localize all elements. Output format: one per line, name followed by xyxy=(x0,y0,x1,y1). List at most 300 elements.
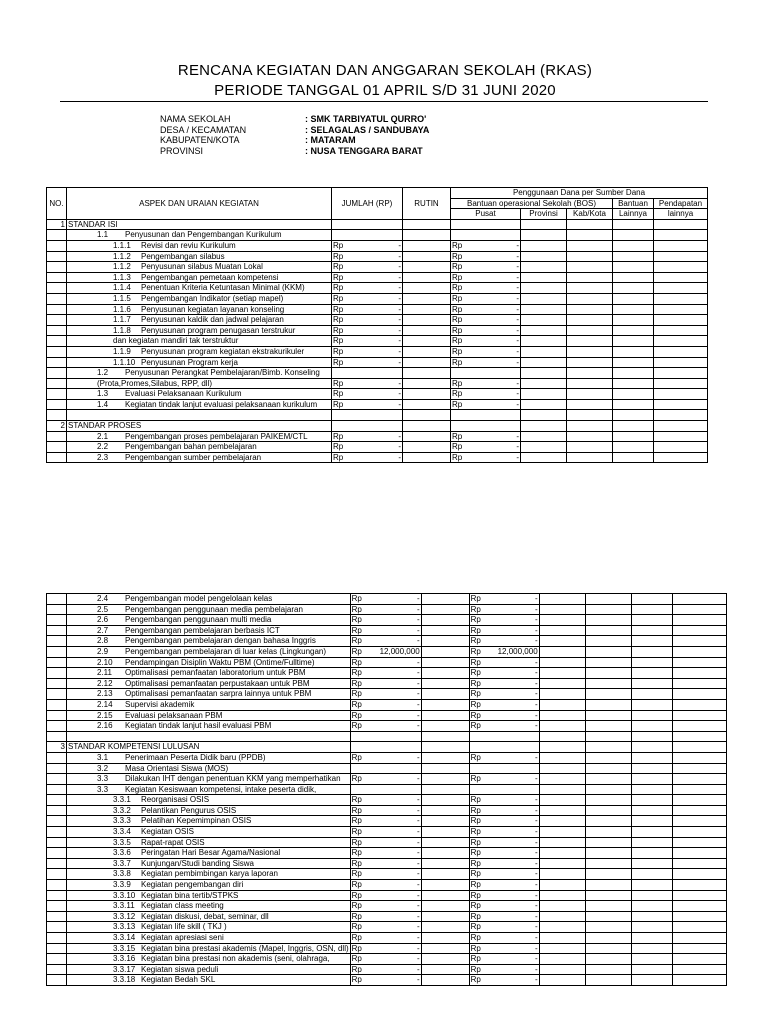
pendapatan-cell xyxy=(672,795,726,806)
bantuan-cell xyxy=(613,251,654,262)
currency-label: Rp xyxy=(470,805,481,815)
bantuan-cell xyxy=(613,442,654,453)
amount-value: 12,000,000 xyxy=(379,646,420,656)
rutin-cell xyxy=(421,805,469,816)
pusat-cell xyxy=(451,368,521,379)
rutin-cell xyxy=(421,657,469,668)
kabkota-cell xyxy=(585,901,631,912)
amount-dash: - xyxy=(534,964,538,974)
currency-label: Rp xyxy=(470,975,481,985)
table-row xyxy=(47,325,708,336)
row-label: Kegiatan life skill ( TKJ ) xyxy=(141,922,227,932)
kabkota-cell xyxy=(585,911,631,922)
table-row xyxy=(47,689,727,700)
row-label: Pengembangan penggunaan multi media xyxy=(125,615,272,625)
amount-cell xyxy=(332,389,403,400)
header-cell: ASPEK DAN URAIAN KEGIATAN xyxy=(67,188,332,220)
row-code: 1.1.9 xyxy=(113,346,131,356)
row-label: Peringatan Hari Besar Agama/Nasional xyxy=(141,848,281,858)
pendapatan-cell xyxy=(654,283,708,294)
amount-cell xyxy=(469,604,539,615)
bantuan-cell xyxy=(631,594,672,605)
currency-label: Rp xyxy=(351,827,362,837)
pendapatan-cell xyxy=(672,615,726,626)
row-label: Kegiatan bina prestasi akademis (Mapel, Inggris, OSN, dll) xyxy=(141,943,349,953)
pendapatan-cell xyxy=(672,742,726,753)
provinsi-cell xyxy=(539,922,585,933)
bantuan-cell xyxy=(631,668,672,679)
table-row xyxy=(47,410,708,421)
row-number xyxy=(47,721,67,732)
amount-dash: - xyxy=(416,911,420,921)
currency-label: Rp xyxy=(470,752,481,762)
amount-cell xyxy=(350,901,421,912)
rutin-cell xyxy=(421,774,469,785)
kabkota-cell xyxy=(585,636,631,647)
row-label: Penerimaan Peserta Didik baru (PPDB) xyxy=(125,752,266,762)
table-row xyxy=(47,219,708,230)
row-description xyxy=(67,604,351,615)
kabkota-cell xyxy=(585,731,631,742)
rutin-cell xyxy=(421,689,469,700)
row-label: Pelantikan Pengurus OSIS xyxy=(141,805,237,815)
pendapatan-cell xyxy=(654,304,708,315)
header-cell: Bantuan xyxy=(613,198,654,209)
row-code: 3.3.10 xyxy=(113,890,136,900)
bantuan-cell xyxy=(613,230,654,241)
pendapatan-cell xyxy=(654,219,708,230)
currency-label: Rp xyxy=(452,399,463,409)
school-info xyxy=(160,114,429,156)
kabkota-cell xyxy=(567,240,613,251)
currency-label: Rp xyxy=(452,378,463,388)
currency-label: Rp xyxy=(470,657,481,667)
row-description xyxy=(67,742,351,753)
row-number xyxy=(47,774,67,785)
amount-cell xyxy=(350,774,421,785)
bantuan-cell xyxy=(613,293,654,304)
row-label: Masa Orientasi Siswa (MOS) xyxy=(125,763,229,773)
row-description xyxy=(67,452,332,463)
row-number xyxy=(47,636,67,647)
amount-dash: - xyxy=(534,668,538,678)
currency-label: Rp xyxy=(351,710,362,720)
amount-dash: - xyxy=(534,922,538,932)
currency-label: Rp xyxy=(452,389,463,399)
provinsi-cell xyxy=(539,901,585,912)
currency-label: Rp xyxy=(452,251,463,261)
amount-cell xyxy=(469,901,539,912)
row-label: Supervisi akademik xyxy=(125,699,195,709)
row-number xyxy=(47,975,67,986)
row-code: 3.3.4 xyxy=(113,827,131,837)
currency-label: Rp xyxy=(333,346,344,356)
currency-label: Rp xyxy=(470,848,481,858)
row-description xyxy=(67,421,332,432)
amount-dash: - xyxy=(534,911,538,921)
amount-dash: - xyxy=(516,325,519,335)
row-description xyxy=(67,389,332,400)
table-row xyxy=(47,731,727,742)
row-number xyxy=(47,283,67,294)
amount-dash: - xyxy=(534,604,538,614)
currency-label: Rp xyxy=(351,890,362,900)
kabkota-cell xyxy=(585,837,631,848)
amount-cell xyxy=(451,336,521,347)
pendapatan-cell xyxy=(654,272,708,283)
provinsi-cell xyxy=(539,933,585,944)
row-number xyxy=(47,594,67,605)
row-code: 1.1.5 xyxy=(113,293,131,303)
row-number xyxy=(47,368,67,379)
kabkota-cell xyxy=(585,827,631,838)
currency-label: Rp xyxy=(470,774,481,784)
row-label: Dilakukan IHT dengan penentuan KKM yang memperhatikan xyxy=(125,774,341,784)
row-number: 2 xyxy=(47,421,67,432)
rutin-cell xyxy=(403,357,451,368)
bantuan-cell xyxy=(631,805,672,816)
amount-cell xyxy=(451,251,521,262)
currency-label: Rp xyxy=(333,304,344,314)
row-code: 1.1.6 xyxy=(113,304,131,314)
currency-label: Rp xyxy=(351,604,362,614)
pendapatan-cell xyxy=(654,431,708,442)
currency-label: Rp xyxy=(470,880,481,890)
rutin-cell xyxy=(403,389,451,400)
pendapatan-cell xyxy=(672,964,726,975)
row-code: 1.1 xyxy=(97,230,109,240)
row-description xyxy=(67,827,351,838)
kabkota-cell xyxy=(585,615,631,626)
row-description xyxy=(67,283,332,294)
row-number xyxy=(47,625,67,636)
pendapatan-cell xyxy=(654,240,708,251)
currency-label: Rp xyxy=(452,336,463,346)
currency-label: Rp xyxy=(470,922,481,932)
row-label: Kegiatan bina tertib/STPKS xyxy=(141,890,239,900)
amount-cell xyxy=(350,784,421,795)
pendapatan-cell xyxy=(672,784,726,795)
row-description xyxy=(67,848,351,859)
currency-label: Rp xyxy=(351,901,362,911)
pendapatan-cell xyxy=(672,954,726,965)
table-row xyxy=(47,646,727,657)
row-code: 1.1.7 xyxy=(113,315,131,325)
currency-label: Rp xyxy=(470,678,481,688)
row-label: Penyusunan program penugasan terstrukur xyxy=(141,325,296,335)
pendapatan-cell xyxy=(654,410,708,421)
rutin-cell xyxy=(421,636,469,647)
pendapatan-cell xyxy=(672,975,726,986)
table-row xyxy=(47,615,727,626)
amount-dash: - xyxy=(416,922,420,932)
rutin-cell xyxy=(421,848,469,859)
rutin-cell xyxy=(403,325,451,336)
table-row xyxy=(47,880,727,891)
header-cell: lainnya xyxy=(654,209,708,220)
amount-dash: - xyxy=(416,890,420,900)
bantuan-cell xyxy=(613,357,654,368)
bantuan-cell xyxy=(631,816,672,827)
row-code: 2.13 xyxy=(97,689,113,699)
currency-label: Rp xyxy=(452,293,463,303)
kabkota-cell xyxy=(585,678,631,689)
kabkota-cell xyxy=(567,399,613,410)
currency-label: Rp xyxy=(333,357,344,367)
amount-cell xyxy=(332,442,403,453)
currency-label: Rp xyxy=(351,678,362,688)
row-label: Penyusunan dan Pengembangan Kurikulum xyxy=(125,230,282,240)
rutin-cell xyxy=(421,699,469,710)
amount-dash: - xyxy=(398,346,401,356)
provinsi-cell xyxy=(539,752,585,763)
amount-cell xyxy=(451,378,521,389)
info-value: : SELAGALAS / SANDUBAYA xyxy=(305,124,430,135)
provinsi-cell xyxy=(521,399,567,410)
pendapatan-cell xyxy=(672,710,726,721)
currency-label: Rp xyxy=(351,657,362,667)
row-number xyxy=(47,410,67,421)
amount-dash: - xyxy=(534,933,538,942)
currency-label: Rp xyxy=(351,594,362,603)
provinsi-cell xyxy=(521,421,567,432)
bantuan-cell xyxy=(631,827,672,838)
row-label: Penentuan Kriteria Ketuntasan Minimal (KKM) xyxy=(141,283,305,293)
rutin-cell xyxy=(421,784,469,795)
bantuan-cell xyxy=(631,774,672,785)
row-number xyxy=(47,399,67,410)
table-row xyxy=(47,625,727,636)
row-number xyxy=(47,442,67,453)
table-row xyxy=(47,943,727,954)
row-number: 3 xyxy=(47,742,67,753)
table-row xyxy=(47,837,727,848)
row-description xyxy=(67,731,351,742)
amount-dash: - xyxy=(416,943,420,953)
amount-cell xyxy=(451,357,521,368)
provinsi-cell xyxy=(521,368,567,379)
bantuan-cell xyxy=(613,431,654,442)
row-number xyxy=(47,964,67,975)
pendapatan-cell xyxy=(654,389,708,400)
currency-label: Rp xyxy=(470,943,481,953)
table-row xyxy=(47,431,708,442)
kabkota-cell xyxy=(585,795,631,806)
amount-dash: - xyxy=(534,880,538,890)
pendapatan-cell xyxy=(654,421,708,432)
provinsi-cell xyxy=(539,657,585,668)
bantuan-cell xyxy=(613,219,654,230)
rutin-cell xyxy=(403,410,451,421)
kabkota-cell xyxy=(585,954,631,965)
amount-dash: - xyxy=(534,689,538,699)
bantuan-cell xyxy=(613,410,654,421)
amount-cell xyxy=(350,615,421,626)
amount-dash: - xyxy=(398,452,401,462)
table-row xyxy=(47,293,708,304)
row-number xyxy=(47,827,67,838)
row-number xyxy=(47,848,67,859)
provinsi-cell xyxy=(539,763,585,774)
row-label: Reorganisasi OSIS xyxy=(141,795,210,805)
pendapatan-cell xyxy=(654,452,708,463)
amount-cell xyxy=(469,636,539,647)
header-cell: Pendapatan xyxy=(654,198,708,209)
bantuan-cell xyxy=(631,933,672,944)
amount-cell xyxy=(350,816,421,827)
pendapatan-cell xyxy=(672,911,726,922)
amount-cell xyxy=(350,731,421,742)
row-number xyxy=(47,943,67,954)
kabkota-cell xyxy=(585,604,631,615)
bantuan-cell xyxy=(613,315,654,326)
pendapatan-cell xyxy=(672,774,726,785)
row-code: 1.1.3 xyxy=(113,272,131,282)
document-period: PERIODE TANGGAL 01 APRIL S/D 31 JUNI 2020 xyxy=(214,82,556,99)
table-row xyxy=(47,636,727,647)
bantuan-cell xyxy=(613,421,654,432)
currency-label: Rp xyxy=(351,689,362,699)
kabkota-cell xyxy=(567,421,613,432)
kabkota-cell xyxy=(567,283,613,294)
table-row xyxy=(47,442,708,453)
provinsi-cell xyxy=(521,431,567,442)
rutin-cell xyxy=(403,452,451,463)
currency-label: Rp xyxy=(470,689,481,699)
amount-cell xyxy=(350,954,421,965)
kabkota-cell xyxy=(567,325,613,336)
amount-cell xyxy=(469,646,539,657)
row-number xyxy=(47,784,67,795)
amount-dash: - xyxy=(416,827,420,837)
table-row xyxy=(47,742,727,753)
row-label: Pengembangan Indikator (setiap mapel) xyxy=(141,293,284,303)
row-code: 3.3.13 xyxy=(113,922,136,932)
currency-label: Rp xyxy=(470,858,481,868)
row-number xyxy=(47,262,67,273)
kabkota-cell xyxy=(567,346,613,357)
amount-dash: - xyxy=(516,262,519,272)
amount-cell xyxy=(469,816,539,827)
pendapatan-cell xyxy=(672,763,726,774)
header-cell: NO. xyxy=(47,188,67,220)
amount-cell xyxy=(332,230,403,241)
kabkota-cell xyxy=(585,752,631,763)
table-row xyxy=(47,911,727,922)
currency-label: Rp xyxy=(452,262,463,272)
row-label: STANDAR PROSES xyxy=(68,421,142,431)
amount-cell xyxy=(451,262,521,273)
row-number xyxy=(47,699,67,710)
bantuan-cell xyxy=(631,890,672,901)
currency-label: Rp xyxy=(470,964,481,974)
table-row xyxy=(47,710,727,721)
pendapatan-cell xyxy=(672,816,726,827)
currency-label: Rp xyxy=(470,795,481,805)
rutin-cell xyxy=(403,240,451,251)
row-number xyxy=(47,325,67,336)
row-description xyxy=(67,805,351,816)
row-description xyxy=(67,869,351,880)
amount-cell xyxy=(451,389,521,400)
row-description xyxy=(67,964,351,975)
row-label: Evaluasi Pelaksanaan Kurikulum xyxy=(125,389,242,399)
provinsi-cell xyxy=(539,594,585,605)
kabkota-cell xyxy=(585,975,631,986)
row-label: Kegiatan pengembangan diri xyxy=(141,880,244,890)
amount-cell xyxy=(469,795,539,806)
bantuan-cell xyxy=(631,784,672,795)
currency-label: Rp xyxy=(470,911,481,921)
provinsi-cell xyxy=(539,954,585,965)
amount-cell xyxy=(350,752,421,763)
row-description xyxy=(67,293,332,304)
currency-label: Rp xyxy=(333,240,344,250)
row-description xyxy=(67,933,351,944)
row-code: 1.1.8 xyxy=(113,325,131,335)
pendapatan-cell xyxy=(672,699,726,710)
rutin-cell xyxy=(421,668,469,679)
amount-cell xyxy=(469,943,539,954)
amount-dash: - xyxy=(516,240,519,250)
provinsi-cell xyxy=(539,964,585,975)
row-label: Pengembangan bahan pembelajaran xyxy=(125,442,257,452)
amount-cell xyxy=(332,452,403,463)
amount-cell xyxy=(469,858,539,869)
bantuan-cell xyxy=(613,240,654,251)
info-label: NAMA SEKOLAH xyxy=(160,114,231,124)
row-number xyxy=(47,272,67,283)
table-row xyxy=(47,346,708,357)
rutin-cell xyxy=(421,752,469,763)
rutin-cell xyxy=(403,219,451,230)
rutin-cell xyxy=(421,880,469,891)
amount-dash: - xyxy=(416,625,420,635)
pendapatan-cell xyxy=(654,293,708,304)
provinsi-cell xyxy=(521,240,567,251)
amount-cell xyxy=(332,293,403,304)
provinsi-cell xyxy=(539,805,585,816)
row-code: 2.10 xyxy=(97,657,113,667)
row-label: Pengembangan sumber pembelajaran xyxy=(125,452,262,462)
amount-dash: - xyxy=(398,336,401,346)
provinsi-cell xyxy=(539,721,585,732)
amount-cell xyxy=(350,922,421,933)
row-description xyxy=(67,272,332,283)
bantuan-cell xyxy=(613,368,654,379)
row-code: 2.7 xyxy=(97,625,109,635)
kabkota-cell xyxy=(567,293,613,304)
row-number xyxy=(47,293,67,304)
currency-label: Rp xyxy=(351,615,362,625)
row-number xyxy=(47,816,67,827)
amount-dash: - xyxy=(398,240,401,250)
row-description xyxy=(67,710,351,721)
rutin-cell xyxy=(403,421,451,432)
row-code: 1.1.10 xyxy=(113,357,136,367)
amount-dash: - xyxy=(534,805,538,815)
currency-label: Rp xyxy=(351,911,362,921)
rutin-cell xyxy=(421,858,469,869)
pendapatan-cell xyxy=(672,848,726,859)
kabkota-cell xyxy=(585,922,631,933)
pendapatan-cell xyxy=(672,890,726,901)
rutin-cell xyxy=(421,710,469,721)
pendapatan-cell xyxy=(672,901,726,912)
kabkota-cell xyxy=(567,368,613,379)
currency-label: Rp xyxy=(452,452,463,462)
amount-dash: - xyxy=(534,901,538,911)
